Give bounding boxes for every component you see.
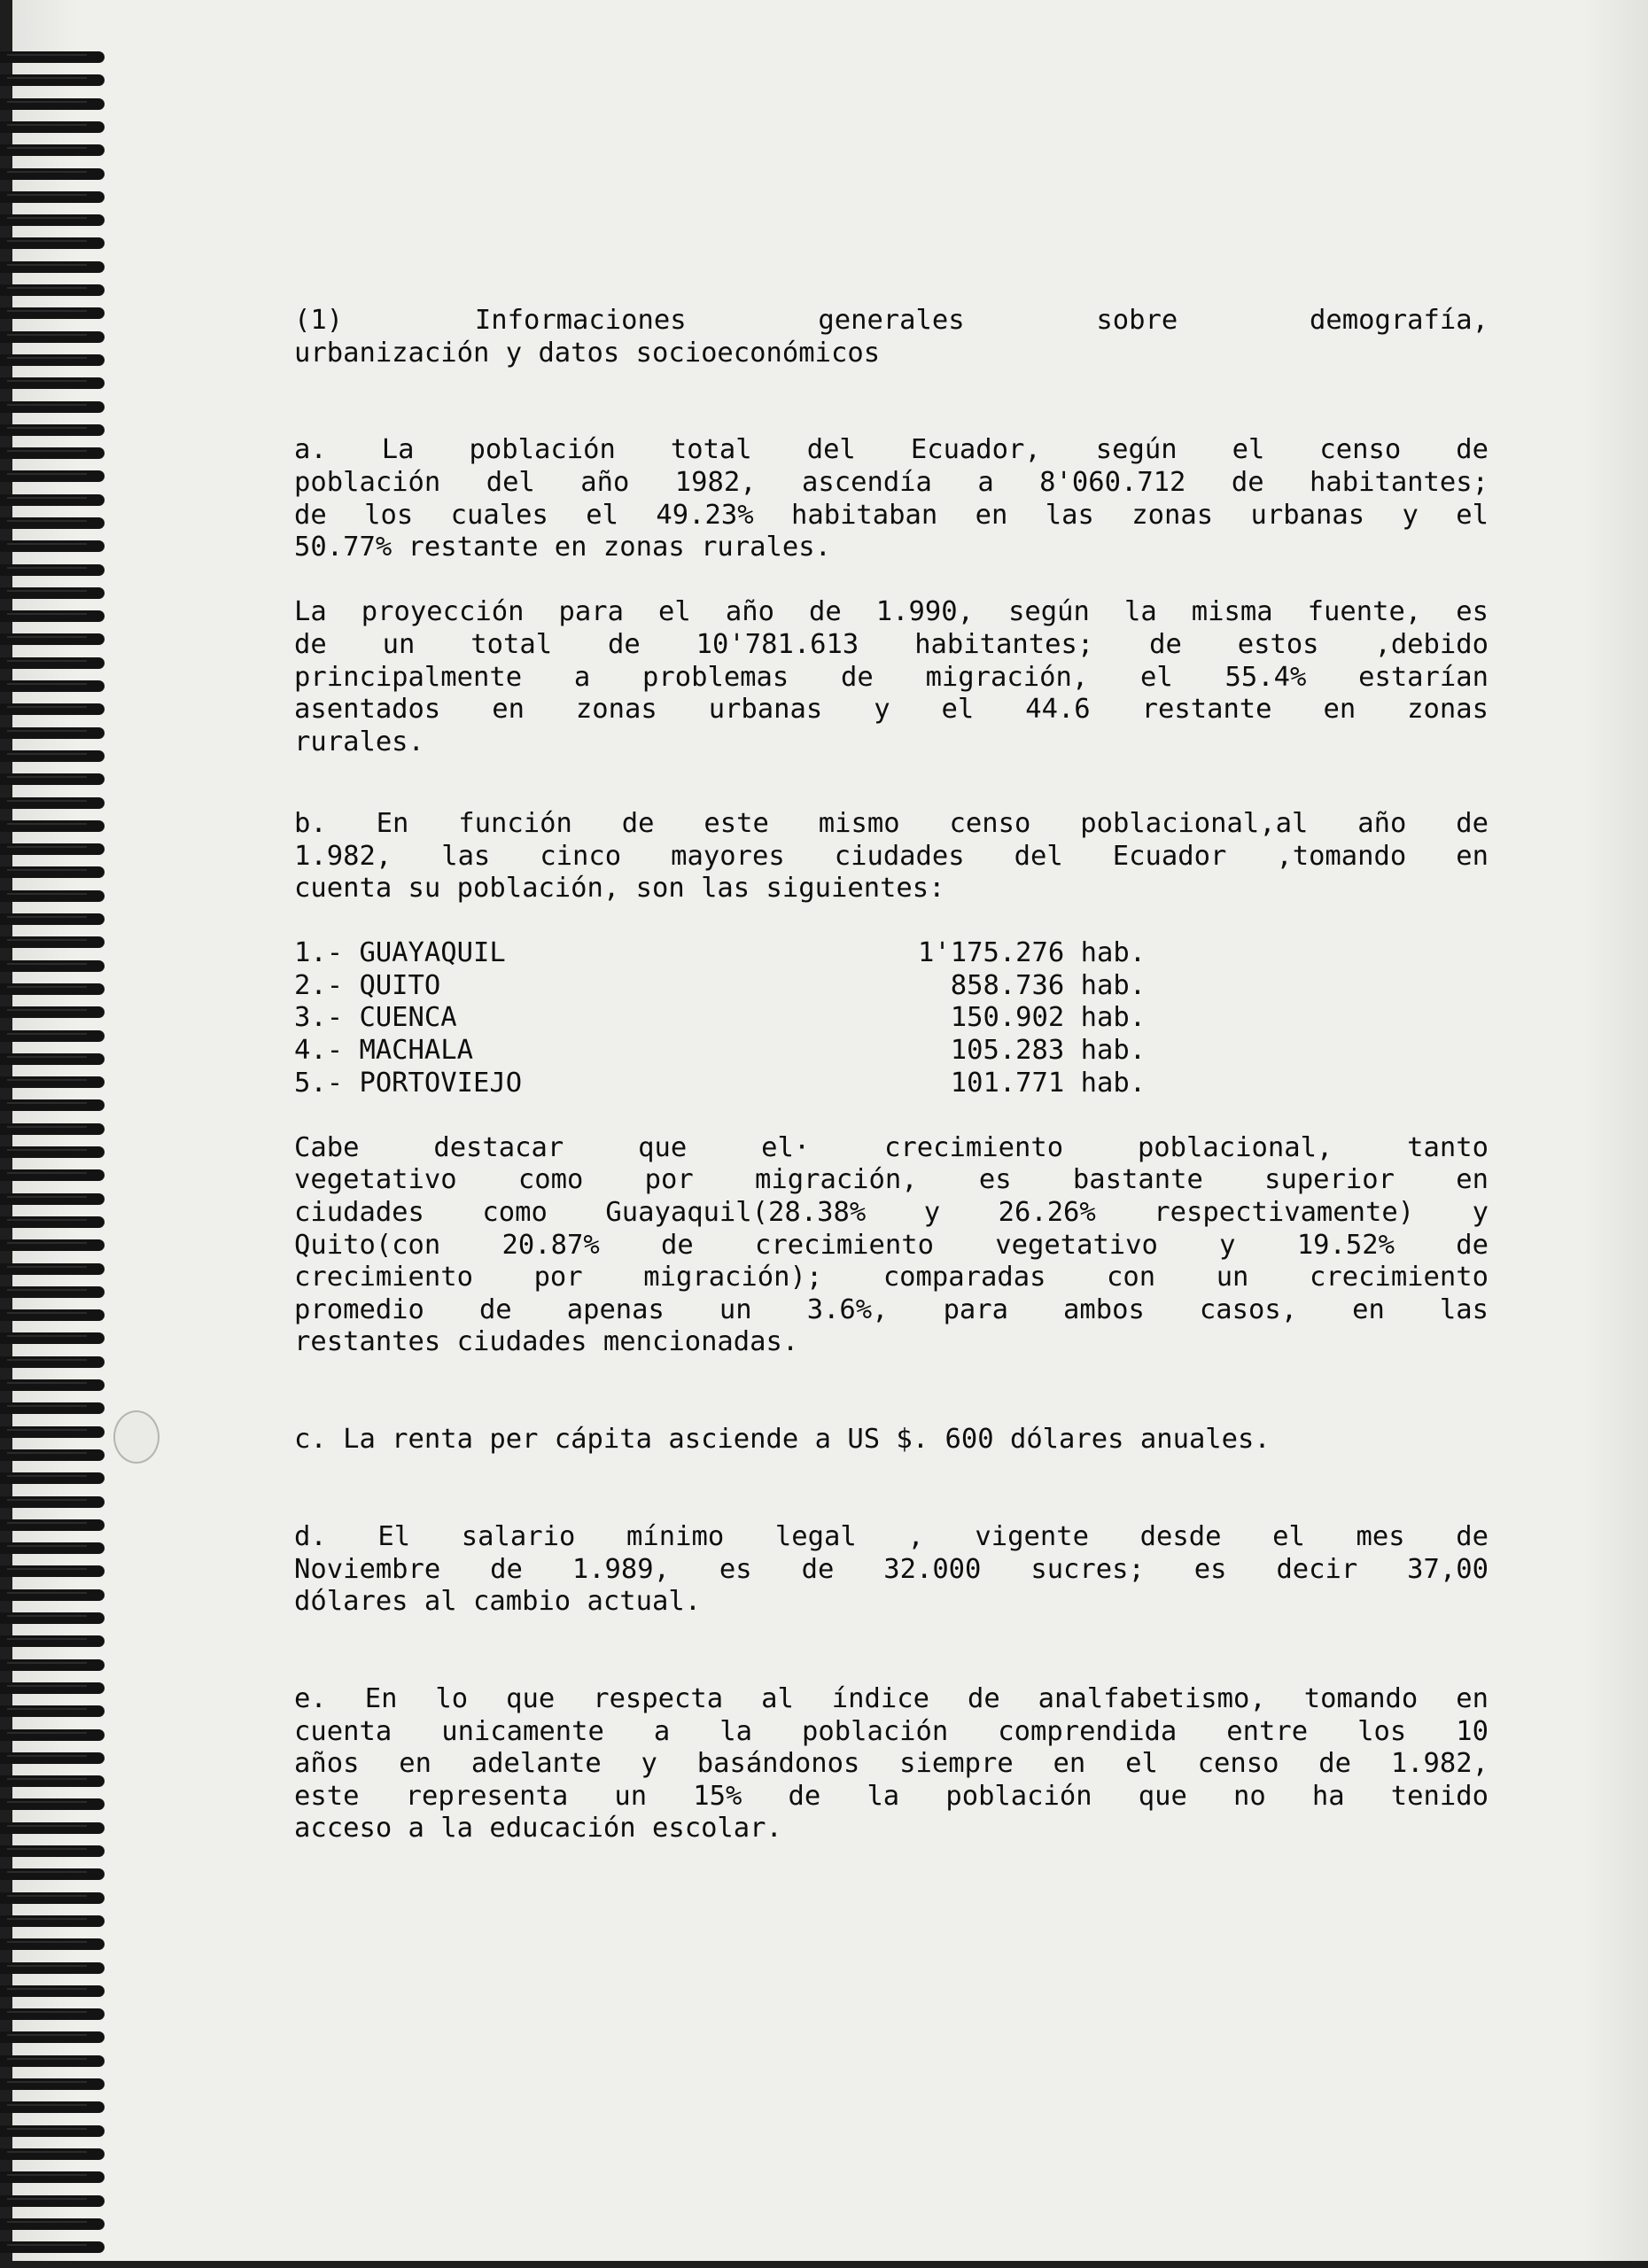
city-population: 105.283 hab. xyxy=(918,1035,1147,1067)
binding-coil xyxy=(0,1682,105,1694)
text-line: c. La renta per cápita asciende a US $. 600 dólares anuales. xyxy=(294,1424,1271,1456)
city-population: 101.771 hab. xyxy=(918,1067,1147,1099)
text-line: de un total de 10'781.613 habitantes; de estos ,debido xyxy=(294,628,1489,660)
binding-coil xyxy=(0,1076,105,1088)
binding-coil xyxy=(0,820,105,832)
section-b-intro xyxy=(294,808,1489,905)
city-row xyxy=(294,1035,1489,1068)
text-line: promedio de apenas un 3.6%, para ambos casos, en las xyxy=(294,1293,1489,1325)
city-row xyxy=(294,970,1489,1003)
binding-coil xyxy=(0,680,105,692)
text-line: años en adelante y basándonos siempre en el censo de 1.982, xyxy=(294,1748,1489,1780)
text-line: Noviembre de 1.989, es de 32.000 sucres; es decir 37,00 xyxy=(294,1553,1489,1585)
binding-coil xyxy=(0,2031,105,2043)
binding-coil xyxy=(0,1775,105,1787)
binding-coil xyxy=(0,843,105,855)
binding-coil xyxy=(0,1519,105,1531)
binding-coil xyxy=(0,773,105,785)
binding-coil xyxy=(0,2241,105,2253)
binding-coil xyxy=(0,1053,105,1065)
binding-coil xyxy=(0,447,105,459)
binding-coil xyxy=(0,1822,105,1834)
text-line: acceso a la educación escolar. xyxy=(294,1813,782,1845)
section-b xyxy=(294,808,1489,1359)
binding-coil xyxy=(0,2101,105,2113)
section-b-note xyxy=(294,1132,1489,1359)
text-line: rurales. xyxy=(294,726,424,757)
text-line: cuenta su población, son las siguientes: xyxy=(294,873,945,905)
punch-hole xyxy=(113,1410,159,1464)
binding-coil xyxy=(0,1798,105,1810)
binding-coil xyxy=(0,1705,105,1717)
section-a-paragraph-1 xyxy=(294,434,1489,563)
binding-coil xyxy=(0,331,105,343)
binding-coil xyxy=(0,983,105,995)
binding-coil xyxy=(0,1263,105,1275)
text-line: principalmente a problemas de migración, el 55.4% estarían xyxy=(294,661,1489,693)
text-line: crecimiento por migración); comparadas con un crecimiento xyxy=(294,1262,1489,1293)
binding-coil xyxy=(0,2218,105,2230)
binding-coil xyxy=(0,540,105,552)
text-line: Cabe destacar que el· crecimiento poblacional, tanto xyxy=(294,1131,1489,1163)
binding-coil xyxy=(0,657,105,669)
binding-coil xyxy=(0,750,105,762)
binding-coil xyxy=(0,1892,105,1904)
city-row xyxy=(294,1068,1489,1100)
binding-coil xyxy=(0,1915,105,1927)
binding-coil xyxy=(0,1542,105,1554)
binding-coil xyxy=(0,936,105,948)
section-d xyxy=(294,1521,1489,1619)
text-line: ciudades como Guayaquil(28.38% y 26.26% respectivamente) y xyxy=(294,1197,1489,1229)
city-list xyxy=(294,937,1489,1099)
binding-coil xyxy=(0,261,105,273)
binding-coil xyxy=(0,354,105,366)
binding-coil xyxy=(0,168,105,180)
binding-coil xyxy=(0,1752,105,1764)
binding-coil xyxy=(0,1030,105,1042)
text-line: a. La población total del Ecuador, según el censo de xyxy=(294,434,1489,466)
city-row xyxy=(294,1002,1489,1035)
text-line: cuenta unicamente a la población comprendida entre los 10 xyxy=(294,1715,1489,1747)
text-line: de los cuales el 49.23% habitaban en las zonas urbanas y el xyxy=(294,499,1489,531)
binding-coil xyxy=(0,284,105,296)
section-a xyxy=(294,434,1489,758)
city-population: 858.736 hab. xyxy=(918,969,1147,1001)
binding-coil xyxy=(0,494,105,506)
binding-coil xyxy=(0,307,105,319)
binding-coil xyxy=(0,913,105,925)
binding-coil xyxy=(0,1379,105,1391)
binding-coil xyxy=(0,98,105,110)
binding-coil xyxy=(0,1659,105,1671)
binding-coil xyxy=(0,610,105,622)
binding-coil xyxy=(0,1006,105,1018)
heading-line: (1) Informaciones generales sobre demografía, xyxy=(294,305,1489,336)
text-line: Quito(con 20.87% de crecimiento vegetativo y 19.52% de xyxy=(294,1229,1489,1261)
binding-coil xyxy=(0,890,105,902)
section-a-paragraph-2 xyxy=(294,596,1489,758)
binding-coil xyxy=(0,424,105,436)
text-line: población del año 1982, ascendía a 8'060.712 de habitantes; xyxy=(294,466,1489,498)
binding-coil xyxy=(0,633,105,645)
text-line: dólares al cambio actual. xyxy=(294,1586,702,1618)
binding-coil xyxy=(0,2148,105,2160)
binding-coil xyxy=(0,1985,105,1997)
binding-coil xyxy=(0,1356,105,1368)
binding-coil xyxy=(0,2078,105,2090)
binding-coil xyxy=(0,1938,105,1950)
binding-coil xyxy=(0,866,105,878)
binding-coil xyxy=(0,797,105,809)
binding-coil xyxy=(0,587,105,599)
binding-coil xyxy=(0,1216,105,1228)
binding-coil xyxy=(0,377,105,389)
binding-coil xyxy=(0,214,105,226)
binding-coil xyxy=(0,1286,105,1298)
binding-coil xyxy=(0,1962,105,1974)
binding-coil xyxy=(0,2171,105,2183)
text-line: 50.77% restante en zonas rurales. xyxy=(294,532,831,563)
city-population: 1'175.276 hab. xyxy=(918,937,1147,969)
binding-coil xyxy=(0,2125,105,2137)
binding-coil xyxy=(0,74,105,86)
city-name: 3.- CUENCA xyxy=(294,1002,457,1034)
text-line: asentados en zonas urbanas y el 44.6 restante en zonas xyxy=(294,694,1489,726)
binding-coil xyxy=(0,1729,105,1741)
heading-line: urbanización y datos socioeconómicos xyxy=(294,337,881,369)
binding-coil xyxy=(0,2195,105,2207)
spiral-binding xyxy=(0,0,115,2268)
binding-coil xyxy=(0,401,105,413)
binding-coil xyxy=(0,2055,105,2067)
binding-coil xyxy=(0,1496,105,1508)
binding-coil xyxy=(0,517,105,529)
binding-coil xyxy=(0,1123,105,1135)
binding-coil xyxy=(0,564,105,576)
text-line: 1.982, las cinco mayores ciudades del Ecuador ,tomando en xyxy=(294,840,1489,872)
city-population: 150.902 hab. xyxy=(918,1002,1147,1034)
binding-coil xyxy=(0,1402,105,1414)
binding-coil xyxy=(0,191,105,203)
binding-coil xyxy=(0,703,105,715)
binding-coil xyxy=(0,51,105,63)
binding-coil xyxy=(0,1146,105,1158)
binding-coil xyxy=(0,1193,105,1205)
text-line: d. El salario mínimo legal , vigente desde el mes de xyxy=(294,1520,1489,1552)
binding-coil xyxy=(0,1426,105,1438)
text-line: e. En lo que respecta al índice de analfabetismo, tomando en xyxy=(294,1682,1489,1714)
binding-coil xyxy=(0,1169,105,1181)
binding-coil xyxy=(0,960,105,972)
binding-coil xyxy=(0,2008,105,2020)
text-line: b. En función de este mismo censo poblacional,al año de xyxy=(294,807,1489,839)
binding-coil xyxy=(0,470,105,482)
binding-coil xyxy=(0,1099,105,1111)
binding-coil xyxy=(0,727,105,739)
binding-coil xyxy=(0,1332,105,1344)
binding-coil xyxy=(0,1239,105,1251)
city-name: 1.- GUAYAQUIL xyxy=(294,937,506,969)
binding-coil xyxy=(0,1309,105,1321)
binding-coil xyxy=(0,1612,105,1624)
binding-coil xyxy=(0,1472,105,1484)
binding-coil xyxy=(0,1449,105,1461)
text-line: La proyección para el año de 1.990, según la misma fuente, es xyxy=(294,596,1489,628)
text-line: restantes ciudades mencionadas. xyxy=(294,1326,799,1358)
binding-coil xyxy=(0,1565,105,1577)
city-name: 2.- QUITO xyxy=(294,969,441,1001)
city-name: 5.- PORTOVIEJO xyxy=(294,1067,523,1099)
text-line: vegetativo como por migración, es bastante superior en xyxy=(294,1164,1489,1196)
section-heading xyxy=(294,305,1489,369)
binding-coil xyxy=(0,144,105,156)
binding-coil xyxy=(0,1635,105,1647)
text-line: este representa un 15% de la población que no ha tenido xyxy=(294,1780,1489,1812)
binding-coil xyxy=(0,1589,105,1601)
binding-coil xyxy=(0,1845,105,1857)
binding-coil xyxy=(0,121,105,133)
page-body xyxy=(294,305,1489,1845)
section-e xyxy=(294,1683,1489,1845)
section-c xyxy=(294,1424,1489,1456)
city-name: 4.- MACHALA xyxy=(294,1035,473,1067)
city-row xyxy=(294,937,1489,970)
binding-coil xyxy=(0,1868,105,1880)
binding-coil xyxy=(0,237,105,249)
